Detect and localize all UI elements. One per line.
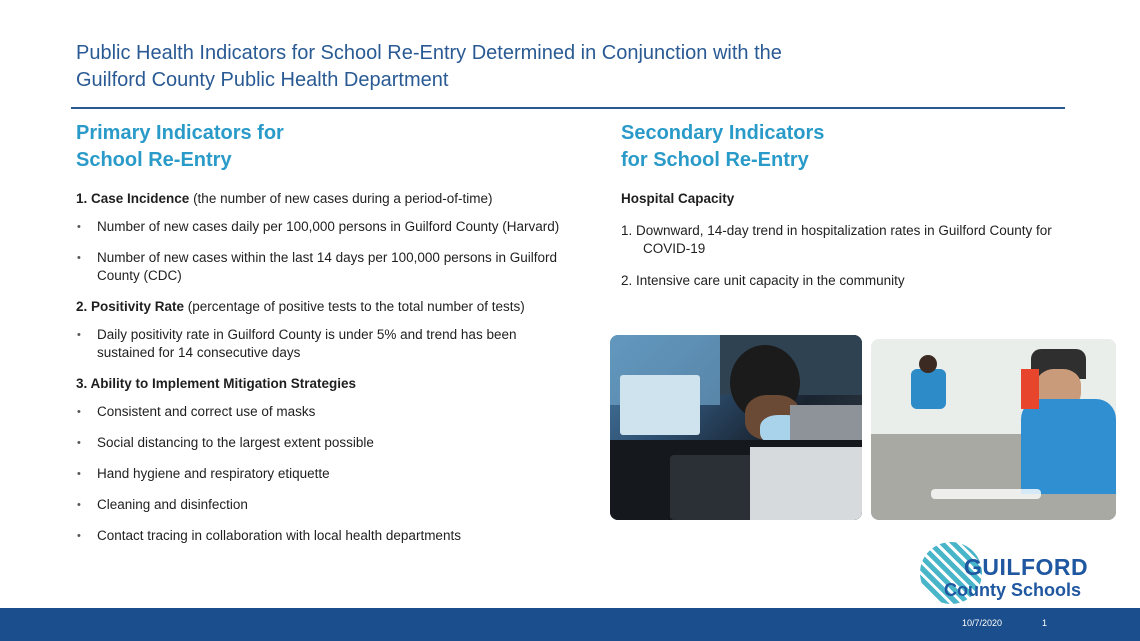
hospital-capacity-list [621, 222, 1061, 290]
list-item [76, 434, 576, 452]
page-number: 1 [1042, 618, 1048, 628]
footer-bar [0, 608, 1140, 641]
list-item [76, 496, 576, 514]
list-item [76, 465, 576, 483]
primary-indicators-section [76, 120, 576, 558]
bullet-text: Number of new cases within the last 14 days per 100,000 persons in Guilford County (CDC) [97, 250, 558, 283]
secondary-heading-line1: Secondary Indicators [621, 122, 825, 144]
bullet-icon: • [77, 530, 81, 542]
list-item [76, 326, 576, 362]
footer-date: 10/7/2020 [962, 618, 1003, 628]
case-incidence-desc: (the number of new cases during a period-of-time) [189, 191, 493, 206]
positivity-list [76, 326, 576, 362]
hospital-capacity-heading: Hospital Capacity [621, 191, 735, 206]
title-divider [71, 107, 1065, 109]
mitigation-label: 3. Ability to Implement Mitigation Strategies [76, 376, 357, 391]
logo-text-county-schools: County Schools [944, 580, 1082, 600]
mitigation-list [76, 403, 576, 545]
bullet-icon: • [77, 329, 81, 341]
secondary-indicators-heading [621, 120, 1061, 174]
secondary-heading-line2: for School Re-Entry [621, 149, 809, 171]
guilford-county-schools-logo [920, 542, 1110, 604]
bullet-text: Daily positivity rate in Guilford County is under 5% and trend has been sustained for 14 consecutive days [97, 327, 517, 360]
bullet-text: Contact tracing in collaboration with local health departments [97, 528, 461, 543]
list-item [76, 527, 576, 545]
mitigation-heading [76, 375, 576, 393]
primary-indicators-heading [76, 120, 576, 174]
case-incidence-list [76, 218, 576, 285]
case-incidence-label: 1. Case Incidence [76, 191, 190, 206]
positivity-label: 2. Positivity Rate [76, 299, 185, 314]
positivity-desc: (percentage of positive tests to the total number of tests) [184, 299, 525, 314]
secondary-indicators-section [621, 120, 1061, 304]
bullet-icon: • [77, 252, 81, 264]
list-item: 2. Intensive care unit capacity in the community [621, 273, 905, 288]
student-masked-photo [610, 335, 862, 520]
bullet-text: Social distancing to the largest extent possible [97, 435, 374, 450]
logo-text-guilford: GUILFORD [964, 554, 1089, 580]
slide-title-line1: Public Health Indicators for School Re-Entry Determined in Conjunction with the [76, 42, 782, 64]
bullet-icon: • [77, 499, 81, 511]
list-item: 1. Downward, 14-day trend in hospitalization rates in Guilford County for COVID-19 [621, 223, 1052, 256]
bullet-icon: • [77, 406, 81, 418]
list-item [76, 249, 576, 285]
bullet-text: Number of new cases daily per 100,000 persons in Guilford County (Harvard) [97, 219, 560, 234]
cleaning-staff-photo [871, 339, 1116, 520]
bullet-icon: • [77, 221, 81, 233]
primary-heading-line1: Primary Indicators for [76, 122, 284, 144]
bullet-text: Consistent and correct use of masks [97, 404, 316, 419]
bullet-icon: • [77, 437, 81, 449]
list-item [76, 218, 576, 236]
bullet-icon: • [77, 468, 81, 480]
list-item [76, 403, 576, 421]
positivity-heading [76, 298, 576, 316]
bullet-text: Cleaning and disinfection [97, 497, 248, 512]
slide-title-line2: Guilford County Public Health Department [76, 69, 449, 91]
slide-title [76, 40, 976, 94]
case-incidence-heading [76, 190, 576, 208]
bullet-text: Hand hygiene and respiratory etiquette [97, 466, 330, 481]
primary-heading-line2: School Re-Entry [76, 149, 232, 171]
